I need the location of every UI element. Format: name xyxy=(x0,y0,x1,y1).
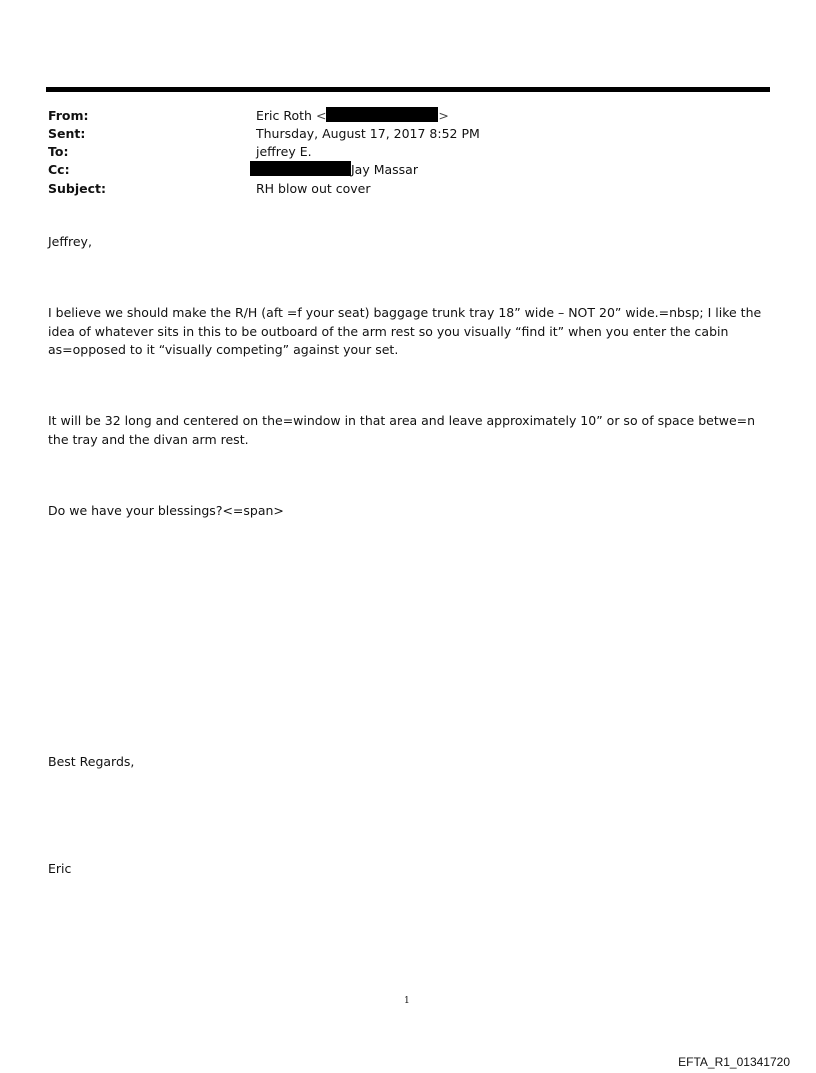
redaction-block xyxy=(250,161,351,176)
subject-value: RH blow out cover xyxy=(256,181,371,196)
from-name: Eric Roth xyxy=(256,108,312,123)
cc-value-group xyxy=(250,161,418,179)
sent-value: Thursday, August 17, 2017 8:52 PM xyxy=(256,126,480,141)
subject-label: Subject: xyxy=(48,181,106,196)
signature: Eric xyxy=(48,861,72,876)
document-id: EFTA_R1_01341720 xyxy=(678,1055,790,1069)
from-open-bracket: < xyxy=(315,108,327,123)
body-paragraph-2: It will be 32 long and centered on the=window in that area and leave approximately 10” or so of space betwe=n the tray and the divan arm rest. xyxy=(48,413,756,447)
closing: Best Regards, xyxy=(48,754,135,769)
to-label: To: xyxy=(48,144,69,159)
sent-label: Sent: xyxy=(48,126,86,141)
cc-label: Cc: xyxy=(48,162,70,177)
to-value: jeffrey E. xyxy=(256,144,312,159)
greeting: Jeffrey, xyxy=(48,234,92,249)
header-rule xyxy=(46,87,770,92)
cc-value: Jay Massar xyxy=(351,162,418,177)
page-number: 1 xyxy=(404,996,410,1006)
from-value xyxy=(256,107,449,125)
from-label: From: xyxy=(48,108,89,123)
body-paragraph-1: I believe we should make the R/H (aft =f your seat) baggage trunk tray 18” wide – NOT 20” wide.=nbsp; I like the idea of whatever sits in this to be outboard of the arm rest so you visually “find it” when you enter the cabin as=opposed to it “visually competing” against your set. xyxy=(48,305,762,357)
redaction-block xyxy=(326,107,438,122)
from-close-bracket: > xyxy=(438,108,449,123)
body-paragraph-3: Do we have your blessings?<=span> xyxy=(48,503,284,518)
